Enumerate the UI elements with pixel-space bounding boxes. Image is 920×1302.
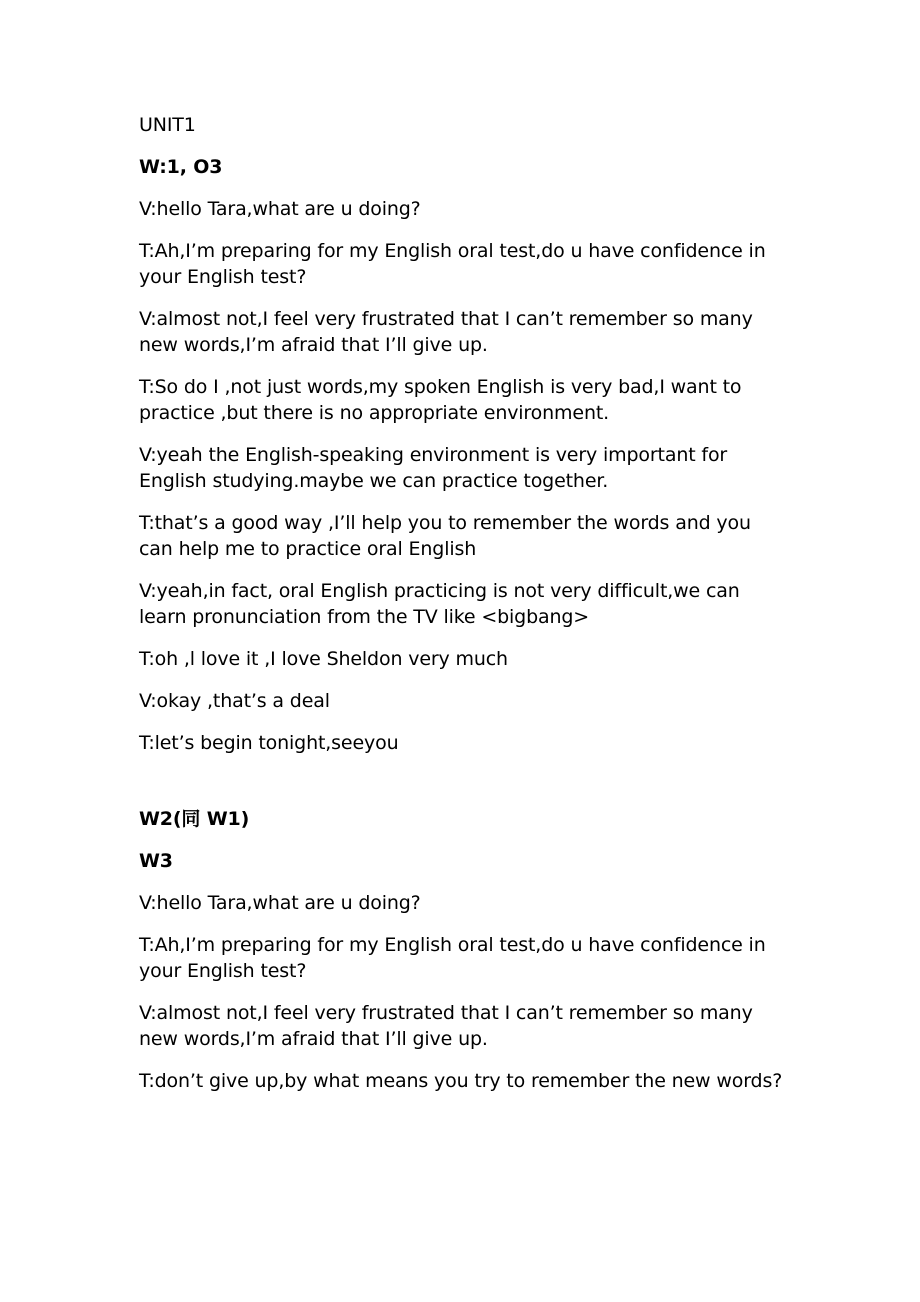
dialogue-line: V:almost not,I feel very frustrated that I can’t remember so many new words,I’m afraid that I’ll give up. xyxy=(139,1002,753,1050)
section-heading: W2(同 W1) xyxy=(139,808,250,830)
dialogue-line: V:yeah,in fact, oral English practicing is not very difficult,we can learn pronunciation from the TV like <bigbang> xyxy=(139,580,740,628)
dialogue-line: T:So do I ,not just words,my spoken English is very bad,I want to practice ,but there is no appropriate environment. xyxy=(139,376,742,424)
section-heading: W3 xyxy=(139,850,173,872)
dialogue-line: T:that’s a good way ,I’ll help you to remember the words and you can help me to practice oral English xyxy=(139,512,751,560)
dialogue-line: V:yeah the English-speaking environment is very important for English studying.maybe we can practice together. xyxy=(139,444,728,492)
section-w2 xyxy=(139,806,789,832)
dialogue-line: V:hello Tara,what are u doing? xyxy=(139,198,421,220)
dialogue-line: T:Ah,I’m preparing for my English oral test,do u have confidence in your English test? xyxy=(139,240,766,288)
dialogue-line: T:oh ,l love it ,I love Sheldon very much xyxy=(139,648,508,670)
dialogue-line: V:hello Tara,what are u doing? xyxy=(139,892,421,914)
section-w3 xyxy=(139,848,789,1094)
dialogue-line: V:okay ,that’s a deal xyxy=(139,690,330,712)
dialogue-line: T:let’s begin tonight,seeyou xyxy=(139,732,399,754)
dialogue-line: T:don’t give up,by what means you try to remember the new words? xyxy=(139,1070,783,1092)
dialogue-line: T:Ah,I’m preparing for my English oral test,do u have confidence in your English test? xyxy=(139,934,766,982)
dialogue-line: V:almost not,I feel very frustrated that I can’t remember so many new words,I’m afraid that I’ll give up. xyxy=(139,308,753,356)
section-heading: W:1, O3 xyxy=(139,156,223,178)
unit-title: UNIT1 xyxy=(139,114,196,136)
blank-line xyxy=(139,772,789,806)
document-page xyxy=(139,112,789,1110)
section-w1 xyxy=(139,154,789,756)
